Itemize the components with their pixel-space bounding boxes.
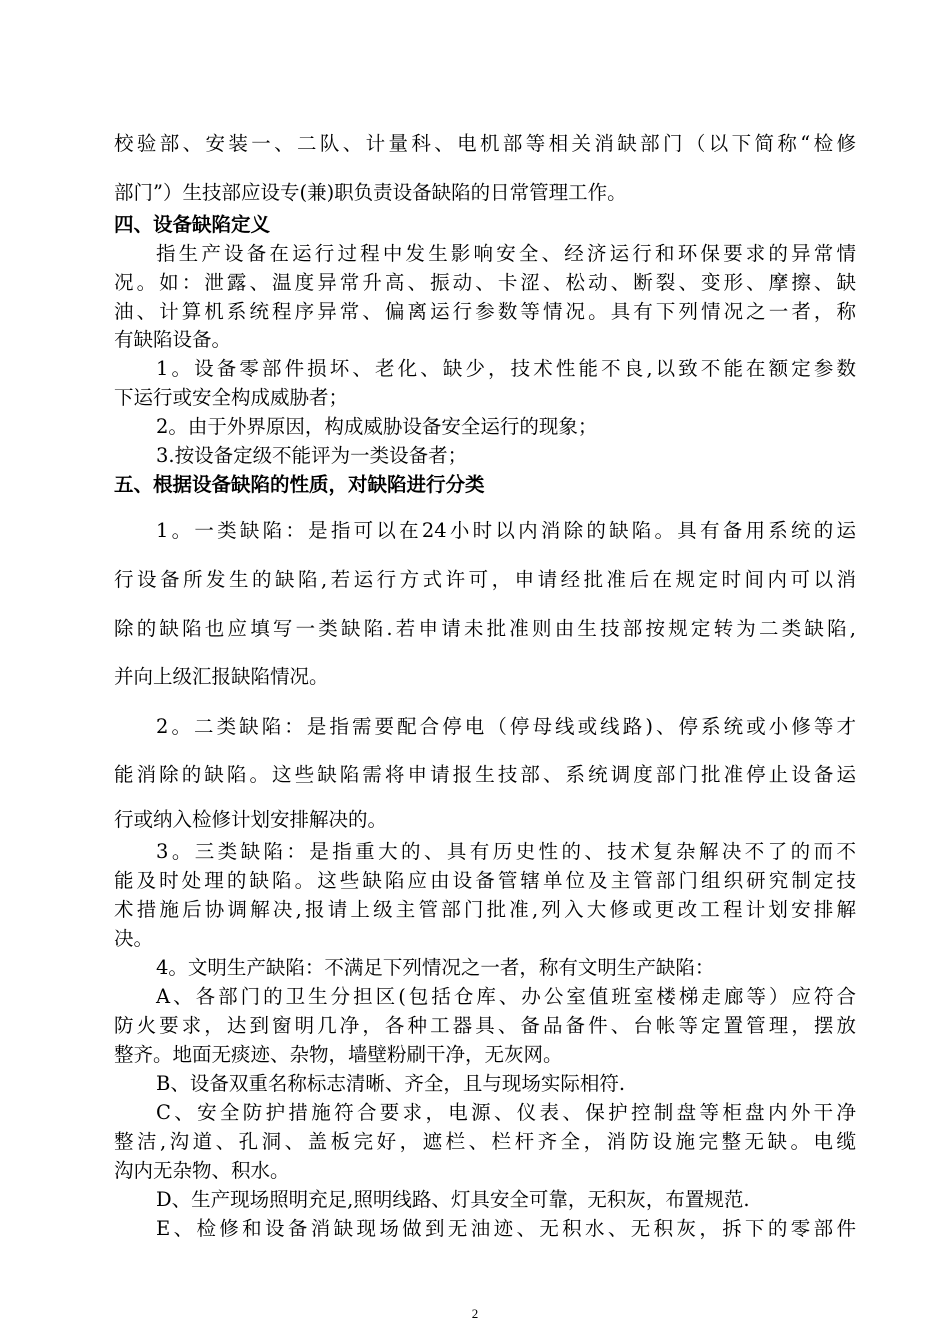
paragraph-line: 2。二类缺陷：是指需要配合停电（停母线或线路)、停系统或小修等才 [156,715,856,738]
paragraph-line: 整齐。地面无痰迹、杂物，墙壁粉刷干净，无灰网。 [114,1043,563,1066]
paragraph-line: 决。 [114,927,154,950]
section-heading: 四、设备缺陷定义 [114,213,271,236]
paragraph-line: B、设备双重名称标志清晰、齐全，且与现场实际相符. [156,1072,626,1095]
paragraph-line: 防火要求，达到窗明几净，各种工器具、备品备件、台帐等定置管理，摆放 [114,1014,856,1037]
paragraph-line: 下运行或安全构成威胁者； [114,386,349,409]
paragraph-line: 能及时处理的缺陷。这些缺陷应由设备管辖单位及主管部门组织研究制定技 [114,869,856,892]
paragraph-line: 有缺陷设备。 [114,328,232,351]
paragraph-line: 行设备所发生的缺陷,若运行方式许可，申请经批准后在规定时间内可以消 [114,568,856,591]
paragraph-line: 部门”）生技部应设专(兼)职负责设备缺陷的日常管理工作。 [114,181,627,204]
page-number: 2 [471,1306,479,1321]
paragraph-line: 1。一类缺陷：是指可以在24小时以内消除的缺陷。具有备用系统的运 [156,519,856,542]
paragraph-line: A、各部门的卫生分担区(包括仓库、办公室值班室楼梯走廊等）应符合 [156,985,856,1008]
paragraph-line: 整洁,沟道、孔洞、盖板完好，遮栏、栏杆齐全，消防设施完整无缺。电缆 [114,1130,856,1153]
paragraph-line: E、检修和设备消缺现场做到无油迹、无积水、无积灰，拆下的零部件 [156,1217,856,1240]
paragraph-line: 2。由于外界原因，构成威胁设备安全运行的现象； [156,415,598,438]
section-heading: 五、根据设备缺陷的性质，对缺陷进行分类 [114,473,485,496]
paragraph-line: D、生产现场照明充足,照明线路、灯具安全可靠，无积灰，布置规范. [156,1188,750,1211]
paragraph-line: 校验部、安装一、二队、计量科、电机部等相关消缺部门（以下简称“检修 [114,132,856,155]
paragraph-line: 况。如：泄露、温度异常升高、振动、卡涩、松动、断裂、变形、摩擦、缺 [114,271,856,294]
paragraph-line: 3。三类缺陷：是指重大的、具有历史性的、技术复杂解决不了的而不 [156,840,856,863]
paragraph-line: 除的缺陷也应填写一类缺陷.若申请未批准则由生技部按规定转为二类缺陷, [114,617,856,640]
paragraph-line: C、安全防护措施符合要求，电源、仪表、保护控制盘等柜盘内外干净 [156,1101,856,1124]
paragraph-line: 油、计算机系统程序异常、偏离运行参数等情况。具有下列情况之一者，称 [114,300,856,323]
paragraph-line: 能消除的缺陷。这些缺陷需将申请报生技部、系统调度部门批准停止设备运 [114,763,856,786]
paragraph-line: 1。设备零部件损坏、老化、缺少，技术性能不良,以致不能在额定参数 [156,357,856,380]
paragraph-line: 沟内无杂物、积水。 [114,1159,290,1182]
paragraph-line: 4。文明生产缺陷：不满足下列情况之一者，称有文明生产缺陷： [156,956,715,979]
paragraph-line: 术措施后协调解决,报请上级主管部门批准,列入大修或更改工程计划安排解 [114,898,856,921]
paragraph-line: 行或纳入检修计划安排解决的。 [114,808,388,831]
paragraph-line: 3.按设备定级不能评为一类设备者； [156,444,468,467]
paragraph-line: 并向上级汇报缺陷情况。 [114,665,329,688]
paragraph-line: 指生产设备在运行过程中发生影响安全、经济运行和环保要求的异常情 [156,242,856,265]
